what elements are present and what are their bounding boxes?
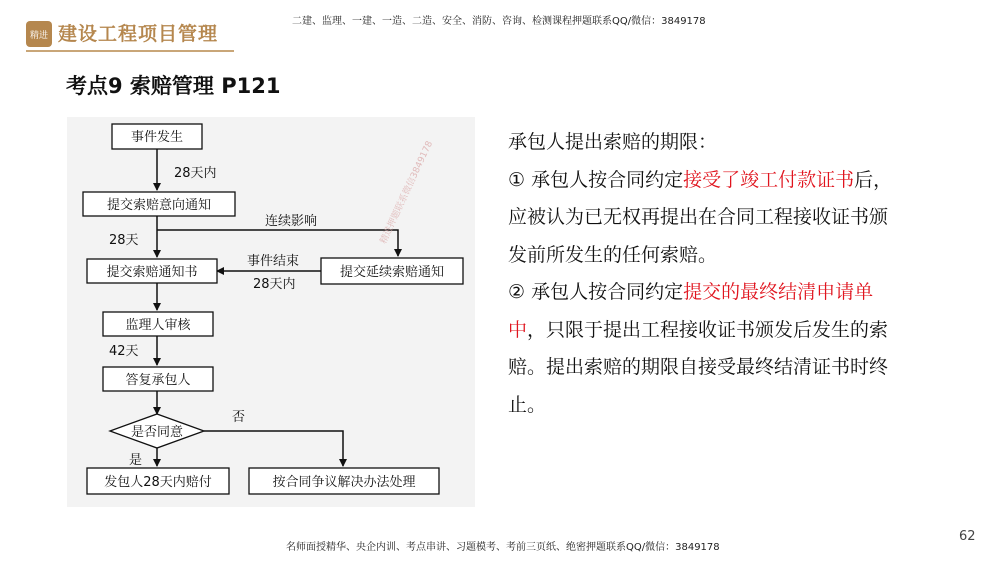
edge-label-continuous-impact: 连续影响 xyxy=(265,214,318,229)
node-dispute-process-label: 按合同争议解决办法处理 xyxy=(272,475,416,490)
node-agree-decision-label: 是否同意 xyxy=(130,425,184,440)
node-submit-notice-label: 提交索赔通知书 xyxy=(106,265,198,280)
p1-highlight: 接受了竣工付款证书 xyxy=(683,168,855,191)
node-reply-contractor-label: 答复承包人 xyxy=(125,373,191,388)
edge-label-event-ends: 事件结束 xyxy=(247,254,300,269)
edge-label-yes: 是 xyxy=(129,453,143,468)
page-title: 考点9 索赔管理 P121 xyxy=(66,74,281,98)
node-engineer-review-label: 监理人审核 xyxy=(125,318,191,333)
body-heading: 承包人提出索赔的期限： xyxy=(508,131,718,153)
node-submit-intent-label: 提交索赔意向通知 xyxy=(106,198,212,213)
bottom-contact-note: 名师面授精华、央企内训、考点串讲、习题模考、考前三页纸、绝密押题联系QQ/微信：3849178 xyxy=(286,542,720,553)
brand-title: 建设工程项目管理 xyxy=(58,23,219,45)
claim-deadline-text xyxy=(508,124,903,424)
watermark: 精进押题联系微信3849178 xyxy=(378,139,436,246)
node-pay-28-label: 发包人28天内赔付 xyxy=(104,475,212,490)
edge-label-within-28-b: 28天内 xyxy=(253,277,296,292)
node-event-occurs-label: 事件发生 xyxy=(130,130,184,145)
brand-underline xyxy=(26,50,234,52)
edge-label-within-28: 28天内 xyxy=(174,166,217,181)
body-paragraph-2 xyxy=(508,274,903,424)
p1-prefix: ① 承包人按合同约定 xyxy=(508,168,684,191)
p1-suffix: 后，应被认为已无权再提出在合同工程接收证书颁发前所发生的任何索赔。 xyxy=(508,168,893,266)
node-submit-continued-label: 提交延续索赔通知 xyxy=(339,265,445,280)
body-paragraph-1 xyxy=(508,162,903,275)
edge-label-28-days: 28天 xyxy=(109,233,139,248)
page-number: 62 xyxy=(959,529,976,544)
p2-prefix: ② 承包人按合同约定 xyxy=(508,281,684,303)
top-contact-note: 二建、监理、一建、一造、二造、安全、消防、咨询、检测课程押题联系QQ/微信：3849178 xyxy=(292,16,706,27)
edge-label-no: 否 xyxy=(232,410,246,425)
edge-label-42-days: 42天 xyxy=(109,344,139,359)
logo-icon: 精进 xyxy=(26,21,52,47)
p2-highlight: 提交的最终结清申请单中 xyxy=(508,281,874,341)
p2-suffix: ，只限于提出工程接收证书颁发后发生的索赔。提出索赔的期限自接受最终结清证书时终止。 xyxy=(508,318,889,416)
